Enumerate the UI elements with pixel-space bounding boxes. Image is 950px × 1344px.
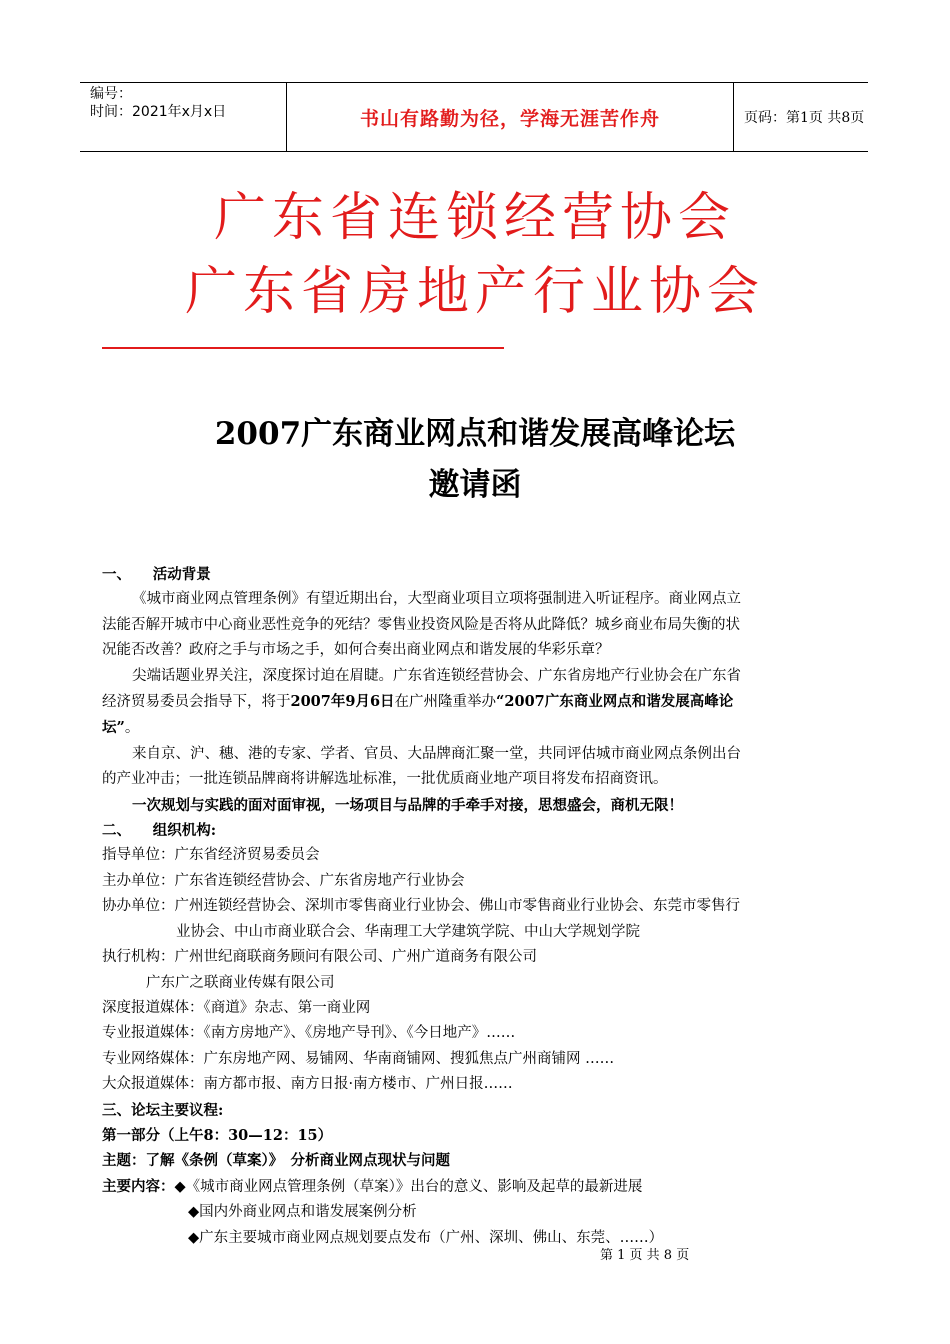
co-host-unit-cont: 业协会、中山市商业联合会、华南理工大学建筑学院、中山大学规划学院	[176, 923, 640, 940]
paragraph: 来自京、沪、穗、港的专家、学者、官员、大品牌商汇聚一堂，共同评估城市商业网点条例出台	[132, 745, 741, 762]
executive-org: 执行机构：广州世纪商联商务顾问有限公司、广州广道商务有限公司	[102, 949, 537, 966]
text-run: 。	[124, 720, 140, 737]
org-name-1: 广东省连锁经营协会	[213, 188, 736, 248]
paragraph	[102, 689, 852, 715]
event-name: “2007广东商业网点和谐发展高峰论	[496, 693, 734, 711]
page-footer: 第 1 页 共 8 页	[600, 1248, 690, 1263]
media-mass: 大众报道媒体：南方都市报、南方日报·南方楼市、广州日报……	[102, 1076, 513, 1093]
text-run: 经济贸易委员会指导下，将于	[102, 694, 291, 711]
org-name-2: 广东省房地产行业协会	[184, 262, 765, 322]
paragraph: 法能否解开城市中心商业恶性竞争的死结？零售业投资风险是否将从此降低？城乡商业布局失衡的状	[102, 616, 740, 633]
media-depth: 深度报道媒体：《商道》杂志、第一商业网	[102, 999, 371, 1016]
agenda-part-1: 第一部分（上午8：30—12：15）	[102, 1126, 333, 1144]
header-meta	[90, 85, 290, 149]
document-body	[102, 562, 852, 1251]
slogan: 一次规划与实践的面对面审视，一场项目与品牌的手牵手对接，思想盛会，商机无限！	[132, 796, 683, 814]
media-online: 专业网络媒体：广东房地产网、易铺网、华南商铺网、搜狐焦点广州商铺网 ……	[102, 1050, 615, 1067]
agenda-theme: 主题：了解《条例（草案）》 分析商业网点现状与问题	[102, 1152, 450, 1170]
section-heading-3: 三、论坛主要议程:	[102, 1101, 224, 1119]
text-run: 在广州隆重举办	[394, 694, 497, 711]
time-label: 时间：2021年x月x日	[90, 104, 227, 120]
content-label: 主要内容：	[102, 1177, 175, 1195]
host-unit: 主办单位：广东省连锁经营协会、广东省房地产行业协会	[102, 872, 465, 889]
paragraph	[102, 715, 852, 741]
doc-title: 2007广东商业网点和谐发展高峰论坛	[214, 416, 736, 452]
document-header	[80, 82, 868, 152]
agenda-content	[102, 1174, 852, 1200]
header-page-info: 页码：第1页 共8页	[744, 110, 865, 126]
guide-unit: 指导单位：广东省经济贸易委员会	[102, 847, 320, 864]
paragraph: 尖端话题业界关注，深度探讨迫在眉睫。广东省连锁经营协会、广东省房地产行业协会在广东省	[132, 667, 741, 684]
paragraph: 《城市商业网点管理条例》有望近期出台，大型商业项目立项将强制进入听证程序。商业网点立	[132, 591, 741, 608]
doc-subtitle: 邀请函	[428, 467, 522, 503]
header-motto: 书山有路勤为径，学海无涯苦作舟	[286, 83, 734, 151]
executive-org-cont: 广东广之联商业传媒有限公司	[146, 974, 335, 991]
event-date: 2007年9月6日	[290, 693, 395, 711]
section-heading-2: 二、 组织机构:	[102, 822, 217, 840]
red-divider	[102, 347, 504, 349]
paragraph: 况能否改善？政府之手与市场之手，如何合奏出商业网点和谐发展的华彩乐章？	[102, 642, 610, 659]
media-professional: 专业报道媒体：《南方房地产》、《房地产导刊》、《今日地产》……	[102, 1025, 516, 1042]
event-name-end: 坛”	[102, 719, 125, 737]
list-item: ◆国内外商业网点和谐发展案例分析	[188, 1204, 417, 1221]
number-label: 编号：	[90, 86, 132, 102]
list-item: ◆《城市商业网点管理条例（草案）》出台的意义、影响及起草的最新进展	[174, 1178, 643, 1195]
paragraph: 的产业冲击；一批连锁品牌商将讲解选址标准，一批优质商业地产项目将发布招商资讯。	[102, 771, 668, 788]
section-heading-1: 一、 活动背景	[102, 566, 211, 583]
co-host-unit: 协办单位：广州连锁经营协会、深圳市零售商业行业协会、佛山市零售商业行业协会、东莞市零售行	[102, 898, 740, 915]
list-item: ◆广东主要城市商业网点规划要点发布（广州、深圳、佛山、东莞、……）	[188, 1229, 664, 1246]
